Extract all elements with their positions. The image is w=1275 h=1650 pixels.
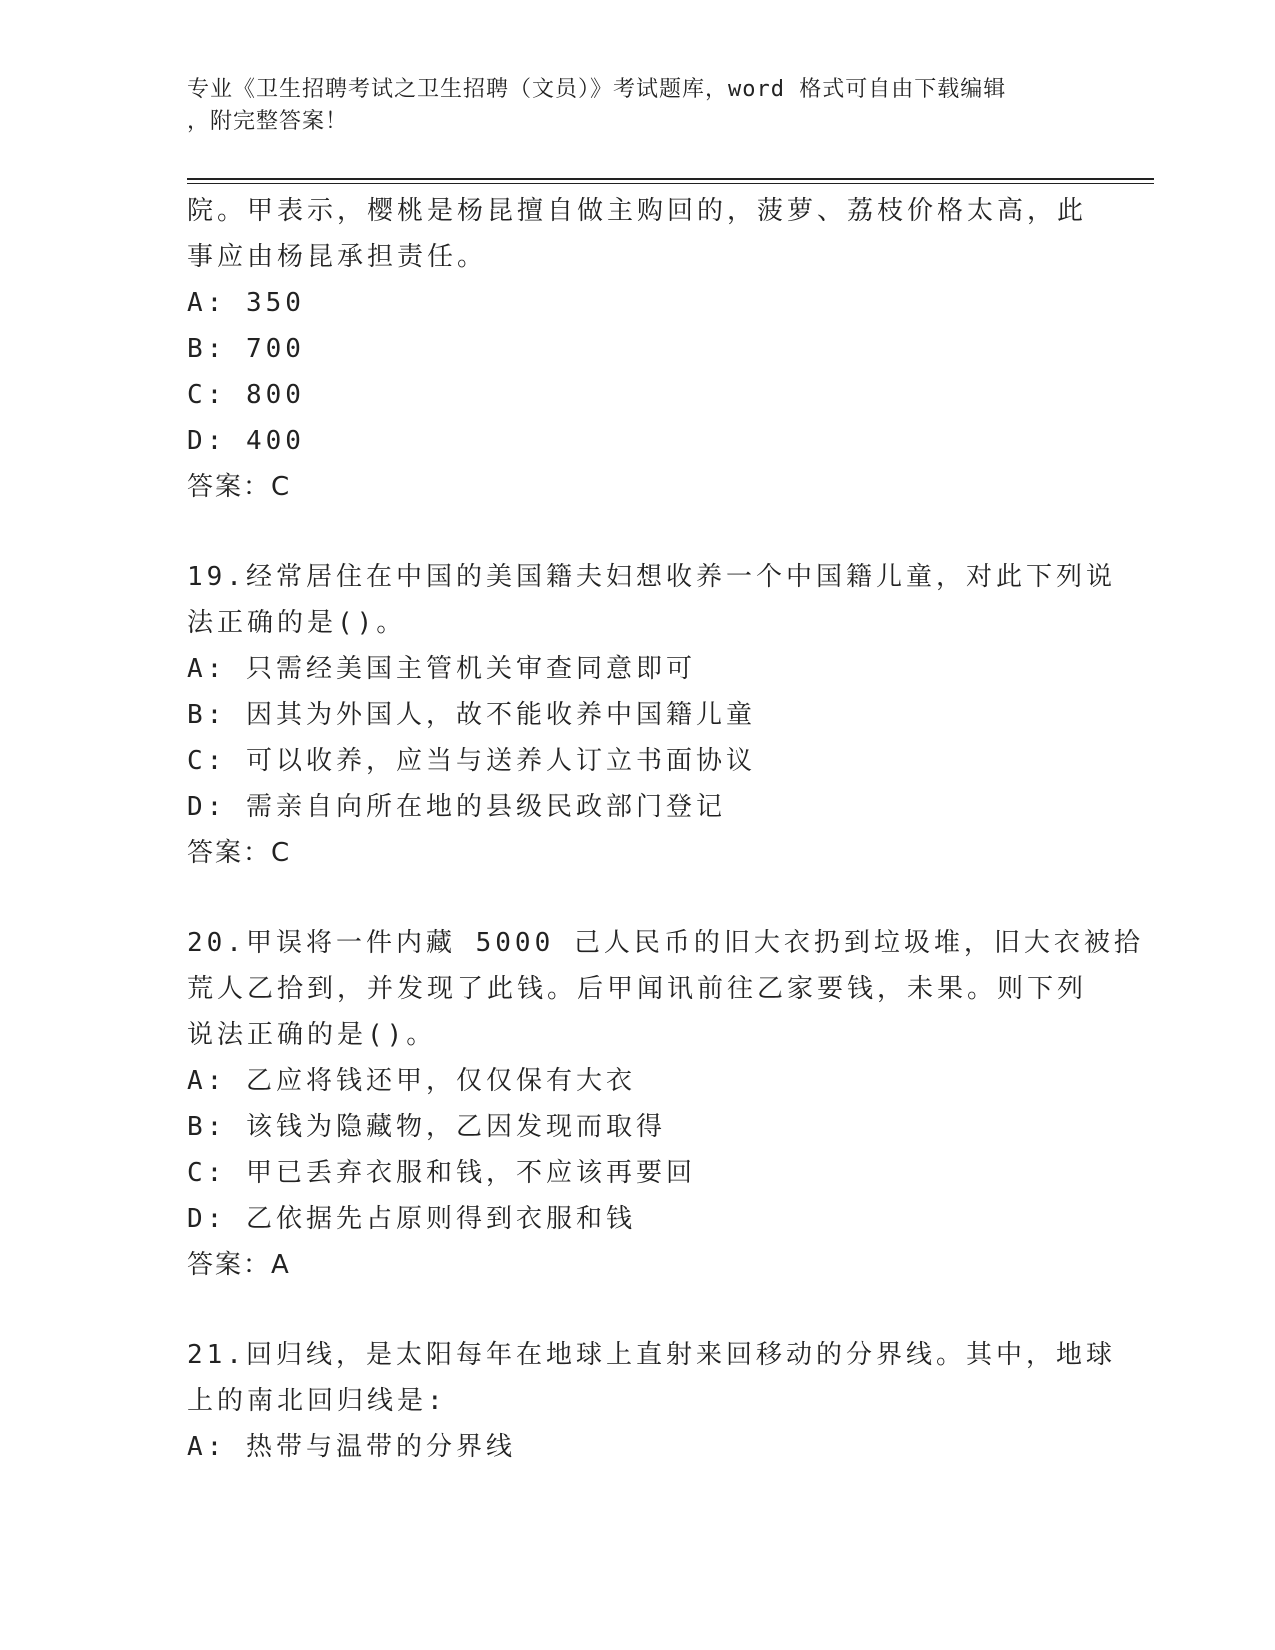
spacer — [187, 876, 1087, 920]
question-text-line: 19.经常居住在中国的美国籍夫妇想收养一个中国籍儿童，对此下列说 — [187, 562, 1116, 592]
question-21 — [187, 1332, 1116, 1470]
option-c: C: 800 — [187, 380, 305, 410]
question-text-line: 法正确的是()。 — [187, 608, 407, 638]
question-list — [187, 188, 1144, 1470]
document-header — [187, 74, 1067, 138]
answer-line: 答案：C — [187, 838, 292, 868]
option-d: D: 需亲自向所在地的县级民政部门登记 — [187, 792, 726, 822]
question-19 — [187, 554, 1116, 876]
option-d: D: 乙依据先占原则得到衣服和钱 — [187, 1204, 636, 1234]
question-text-line: 说法正确的是()。 — [187, 1020, 437, 1050]
option-b: B: 700 — [187, 334, 305, 364]
question-text-line: 荒人乙拾到，并发现了此钱。后甲闻讯前往乙家要钱，未果。则下列 — [187, 974, 1088, 1004]
question-20 — [187, 920, 1144, 1288]
header-divider — [187, 178, 1154, 184]
question-text-line: 21.回归线，是太阳每年在地球上直射来回移动的分界线。其中，地球 — [187, 1340, 1116, 1370]
option-d: D: 400 — [187, 426, 305, 456]
spacer — [187, 1288, 1087, 1332]
answer-line: 答案：C — [187, 472, 292, 502]
question-text-line: 上的南北回归线是: — [187, 1386, 447, 1416]
option-a: A: 乙应将钱还甲，仅仅保有大衣 — [187, 1066, 636, 1096]
option-a: A: 热带与温带的分界线 — [187, 1432, 516, 1462]
option-c: C: 甲已丢弃衣服和钱，不应该再要回 — [187, 1158, 696, 1188]
option-b: B: 因其为外国人，故不能收养中国籍儿童 — [187, 700, 756, 730]
header-line-1: 专业《卫生招聘考试之卫生招聘（文员）》考试题库，word 格式可自由下载编辑 — [187, 77, 1007, 102]
option-a: A: 只需经美国主管机关审查同意即可 — [187, 654, 696, 684]
spacer — [187, 510, 1087, 554]
question-18 — [187, 188, 1087, 510]
option-c: C: 可以收养，应当与送养人订立书面协议 — [187, 746, 756, 776]
answer-line: 答案：A — [187, 1250, 291, 1280]
question-text-line: 院。甲表示，樱桃是杨昆擅自做主购回的，菠萝、荔枝价格太高，此 — [187, 196, 1088, 226]
option-b: B: 该钱为隐藏物，乙因发现而取得 — [187, 1112, 666, 1142]
option-a: A: 350 — [187, 288, 305, 318]
header-line-2: ，附完整答案！ — [187, 109, 349, 134]
question-text-line: 20.甲误将一件内藏 5000 己人民币的旧大衣扔到垃圾堆，旧大衣被拾 — [187, 928, 1144, 958]
question-text-line: 事应由杨昆承担责任。 — [187, 242, 488, 272]
